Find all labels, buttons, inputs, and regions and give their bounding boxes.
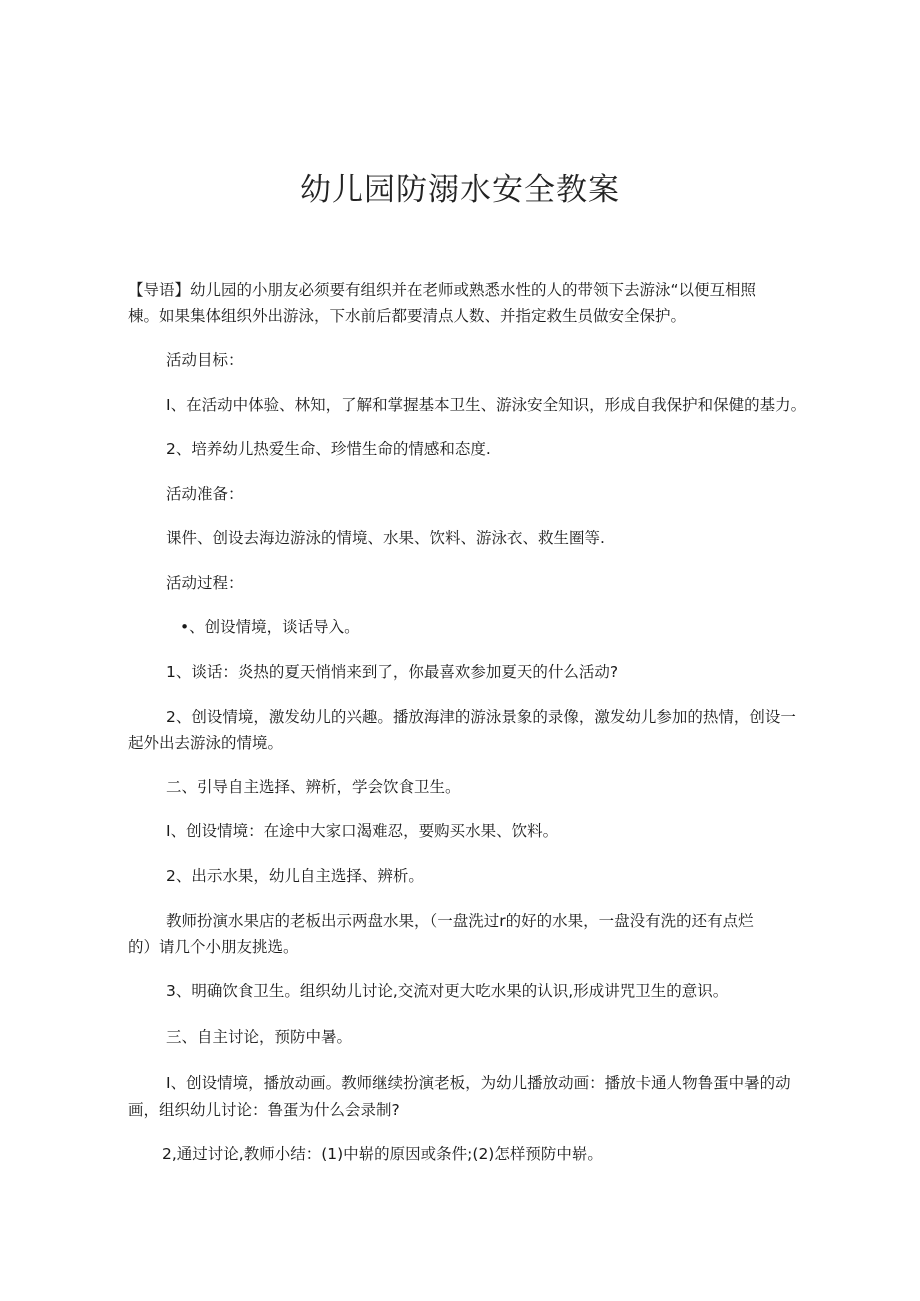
step1-item-2-line-1: 2、创设情境，激发幼儿的兴趣。播放海津的游泳景象的录像，激发幼儿参加的热情，创设一 (166, 708, 796, 726)
goal-heading: 活动目标： (166, 351, 244, 369)
goal-item-2: 2、培养幼儿热爱生命、珍惜生命的情感和态度. (166, 440, 491, 458)
goal-item-1: I、在活动中体验、林知，了解和掌握基本卫生、游泳安全知识，形成自我保护和保健的基力。 (166, 396, 807, 414)
step2-item-2: 2、出示水果，幼儿自主选择、辨析。 (166, 867, 424, 885)
step1-item-1: 1、谈话：炎热的夏天悄悄来到了，你最喜欢参加夏天的什么活动? (166, 663, 619, 681)
intro-line-2: 棟。如果集体组织外出游泳，下水前后都要清点人数、并指定救生员做安全保护。 (128, 307, 687, 325)
step2-item-2b-line-2: 的）请几个小朋友挑选。 (128, 938, 299, 956)
step3-item-1-line-2: 画，组织幼儿讨论：鲁蛋为什么会录制? (128, 1101, 400, 1119)
document-title: 幼儿园防溺水安全教案 (300, 172, 620, 208)
step3-heading: 三、自主讨论，预防中暑。 (166, 1028, 353, 1046)
prep-text: 课件、创设去海边游泳的情境、水果、饮料、游泳衣、救生圈等. (166, 529, 605, 547)
step2-item-3: 3、明确饮食卫生。组织幼儿讨论,交流对更大吃水果的认识,形成讲咒卫生的意识。 (166, 982, 729, 1000)
step2-heading: 二、引导自主选择、辨析，学会饮食卫生。 (166, 778, 461, 796)
intro-line-1: 【导语】幼儿园的小朋友必须要有组织并在老师或熟悉水性的人的带领下去游泳“以便互相照 (128, 281, 757, 299)
process-heading: 活动过程： (166, 574, 244, 592)
step1-heading: •、创设情境，谈话导入。 (180, 618, 360, 636)
prep-heading: 活动准备： (166, 485, 244, 503)
step3-item-2: 2,通过讨论,教师小结：(1)中崭的原因或条件;(2)怎样预防中崭。 (162, 1145, 603, 1163)
step3-item-1-line-1: I、创设情境，播放动画。教师继续扮演老板，为幼儿播放动画：播放卡通人物鲁蛋中暑的动 (166, 1074, 791, 1092)
step1-item-2-line-2: 起外出去游泳的情境。 (128, 734, 284, 752)
step2-item-1: I、创设情境：在途中大家口渴难忍，要购买水果、饮料。 (166, 822, 559, 840)
step2-item-2b-line-1: 教师扮演水果店的老板出示两盘水果，（一盘洗过r的好的水果，一盘没有洗的还有点烂 (166, 912, 754, 930)
